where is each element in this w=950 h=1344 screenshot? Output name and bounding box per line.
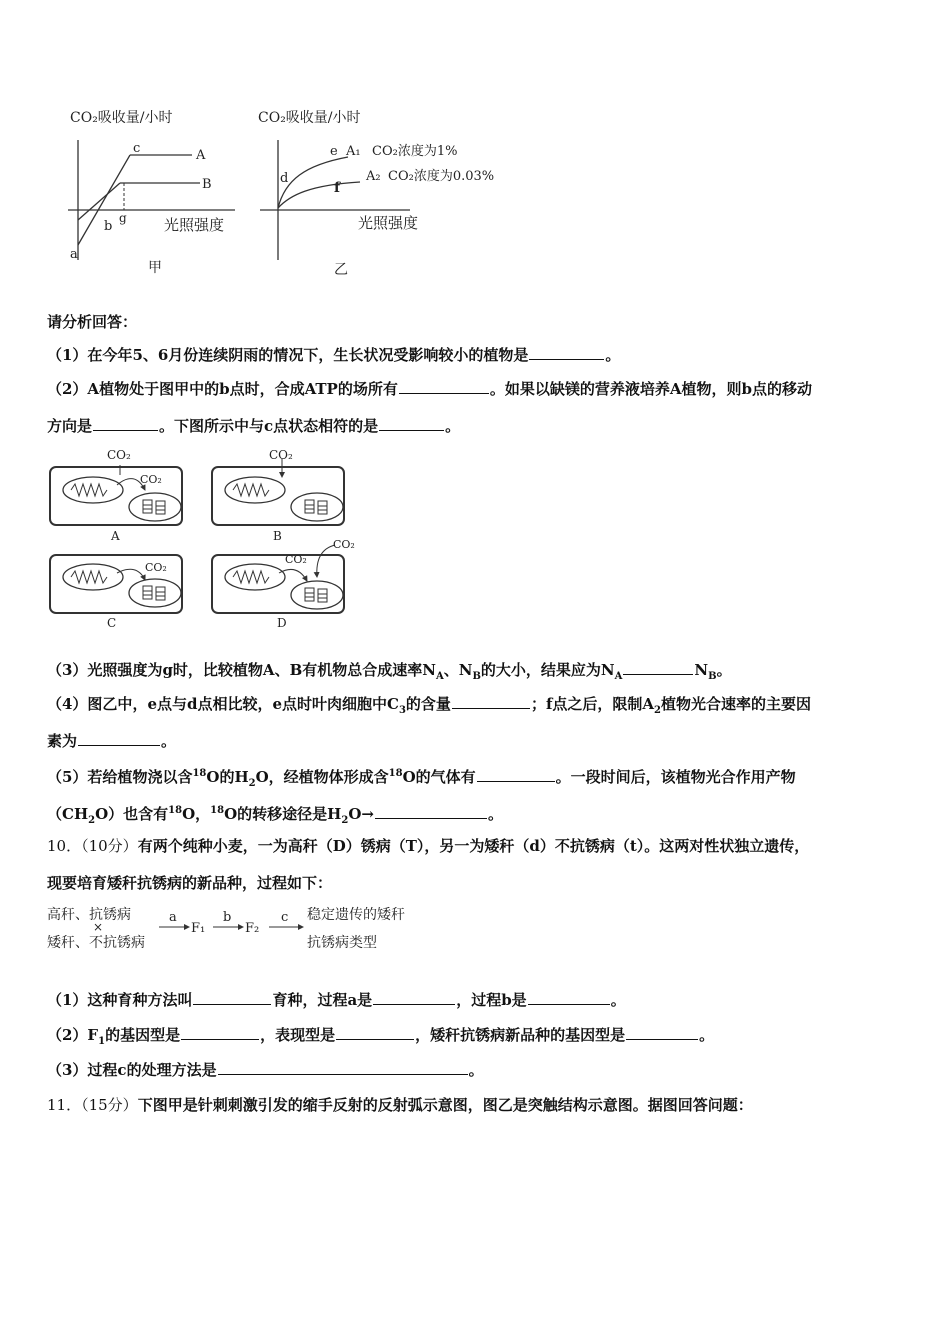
chart-jia (60, 100, 260, 280)
answer-blank[interactable] (379, 416, 444, 431)
answer-blank[interactable] (218, 1060, 468, 1075)
q10-stem-line1: 10．（10分）有两个纯种小麦，一为高秆（D）锈病（T），另一为矮秆（d）不抗锈病（t）。这两对性状独立遗传， (47, 837, 810, 855)
q10-stem-line2: 现要培育矮秆抗锈病的新品种，过程如下： (47, 874, 333, 892)
answer-blank[interactable] (375, 804, 487, 819)
yi-curve-a1-note: CO₂浓度为1% (372, 144, 458, 159)
answer-blank[interactable] (623, 660, 693, 675)
answer-blank[interactable] (93, 416, 158, 431)
cell-a-label: A (111, 529, 120, 543)
yi-point-e: e (330, 144, 338, 159)
jia-line-b: B (202, 177, 212, 192)
q9-part5-line1: （5）若给植物浇以含$^{18}$O的$H_2O$，经植物体形成含$^{18}$O的气体有 。一段时间后，该植物光合作用产物 (47, 768, 796, 789)
q9-intro: 请分析回答： (47, 313, 138, 331)
yi-curve-a2: A₂ (366, 169, 381, 184)
yi-curve-a1: A₁ (346, 144, 361, 159)
cell-c-label: C (107, 616, 117, 630)
cell-b-label: B (273, 529, 282, 543)
q9-part3: （3）光照强度为g时，比较植物A、B有机物总合成速率$N_A$、$N_B$的大小，结果应为$N_A$ $N_B$。 (47, 661, 732, 682)
jia-line-a: A (196, 148, 206, 163)
answer-blank[interactable] (529, 345, 604, 360)
flow-step-c: c (281, 910, 289, 925)
yi-ylabel: CO₂吸收量/小时 (258, 110, 361, 126)
flow-result1: 稳定遗传的矮秆 (307, 907, 405, 923)
yi-point-d: d (280, 171, 289, 186)
cell-a-co2-out: CO₂ (107, 448, 131, 462)
yi-point-f: f (334, 180, 341, 196)
jia-caption: 甲 (148, 260, 162, 276)
answer-blank[interactable] (336, 1025, 414, 1040)
answer-blank[interactable] (373, 990, 455, 1005)
flow-parent2: 矮秆、不抗锈病 (47, 935, 145, 951)
q9-part2-line2: 方向是 。下图所示中与c点状态相符的是 。 (47, 417, 461, 435)
flow-f2: F₂ (245, 921, 260, 936)
jia-point-g: g (119, 211, 127, 225)
flow-f1: F₁ (191, 921, 206, 936)
flow-cross: × (93, 920, 104, 934)
jia-point-b: b (104, 219, 113, 234)
q10-part1: （1）这种育种方法叫 育种，过程a是 ，过程b是 。 (47, 991, 626, 1009)
cell-b (212, 467, 344, 525)
yi-xlabel: 光照强度 (358, 214, 419, 232)
jia-ylabel: CO₂吸收量/小时 (70, 110, 173, 126)
q11-number: 11．（15分） (47, 1096, 138, 1114)
q9-part5-line2: $(CH_2O)$也含有$^{18}$O，$^{18}$O的转移途径是$H_2O\to$ 。 (47, 805, 503, 826)
cell-diagrams (45, 445, 375, 635)
q9-part4-line1: （4）图乙中，e点与d点相比较，e点时叶肉细胞中$C_3$的含量 ；f点之后，限制$A_2$植物光合速率的主要因 (47, 695, 812, 716)
answer-blank[interactable] (452, 694, 530, 709)
answer-blank[interactable] (399, 379, 489, 394)
jia-xlabel: 光照强度 (164, 216, 225, 234)
jia-point-a: a (70, 247, 78, 262)
cell-d-co2-out: CO₂ (333, 538, 355, 551)
flow-result2: 抗锈病类型 (307, 935, 377, 951)
cell-b-co2-out: CO₂ (269, 448, 293, 462)
q10-number: 10．（10分） (47, 837, 138, 855)
q11-stem: 11．（15分）下图甲是针刺刺激引发的缩手反射的反射弧示意图，图乙是突触结构示意图。据图回答问题： (47, 1096, 753, 1114)
cell-d-co2-in: CO₂ (285, 553, 307, 566)
jia-point-c: c (133, 141, 141, 156)
cell-d-label: D (277, 616, 287, 630)
breeding-flow (47, 905, 447, 955)
yi-curve-a2-note: CO₂浓度为0.03% (388, 169, 495, 184)
answer-blank[interactable] (181, 1025, 259, 1040)
q10-part2: $(2)F_1$的基因型是 ，表现型是 ，矮秆抗锈病新品种的基因型是 。 (47, 1026, 715, 1047)
yi-caption: 乙 (334, 262, 348, 278)
cell-a (50, 467, 182, 525)
answer-blank[interactable] (626, 1025, 698, 1040)
cell-d (212, 555, 344, 613)
answer-blank[interactable] (78, 731, 160, 746)
flow-step-a: a (169, 910, 177, 925)
answer-blank[interactable] (193, 990, 271, 1005)
q9-part2-line1: （2）A植物处于图甲中的b点时，合成ATP的场所有 。如果以缺镁的营养液培养A植物，则b点的移动 (47, 380, 812, 398)
q9-part4-line2: 素为 。 (47, 732, 177, 750)
answer-blank[interactable] (477, 767, 555, 782)
cell-c-co2-in: CO₂ (145, 561, 167, 574)
flow-step-b: b (223, 910, 232, 925)
cell-a-co2-in: CO₂ (140, 473, 162, 486)
flow-parent1: 高秆、抗锈病 (47, 907, 131, 923)
q9-part1: （1）在今年5、6月份连续阴雨的情况下，生长状况受影响较小的植物是 。 (47, 346, 621, 364)
chart-yi (250, 100, 540, 280)
q10-part3: （3）过程c的处理方法是 。 (47, 1061, 484, 1079)
answer-blank[interactable] (528, 990, 610, 1005)
